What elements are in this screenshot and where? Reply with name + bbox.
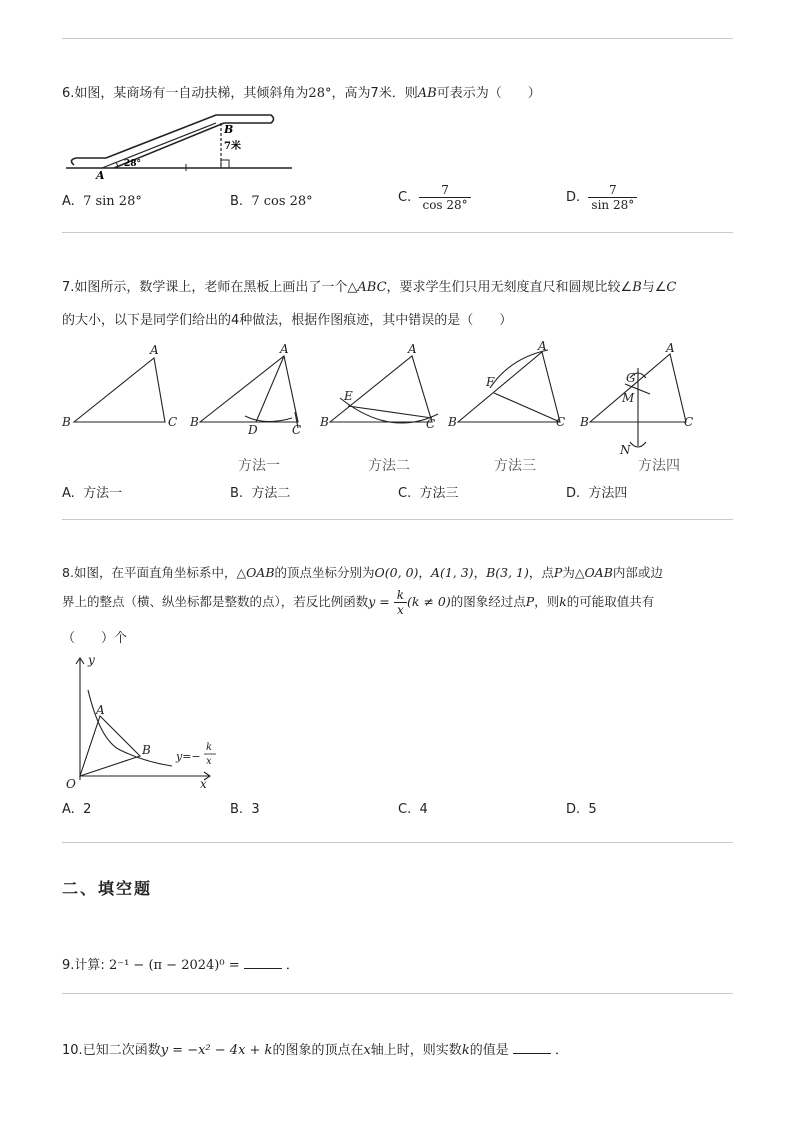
q7-f2-label-b: B [190, 415, 199, 429]
q7-f3-label-b: B [320, 415, 329, 429]
q7-figures [60, 338, 710, 464]
q8-label-o: O [66, 777, 76, 790]
q8-stem-line3: （ ）个 [62, 631, 128, 646]
q7-option-c[interactable]: C. 方法三 [398, 486, 459, 501]
q7-f3-label-a: A [408, 342, 417, 356]
q8-label-y: y [88, 653, 95, 667]
q6-option-c-fraction: $\frac{7}{\cos 28^\circ}$ [419, 183, 470, 212]
q8-stem-line1: 8.如图，在平面直角坐标系中，△OAB的顶点坐标分别为O(0, 0)，A(1, 3)，B(3, 1)，点P为△OAB内部或边 [62, 565, 663, 580]
q7-f4-label-f: F [486, 375, 495, 389]
q7-option-d[interactable]: D. 方法四 [566, 486, 628, 501]
q8-curve-num: k [206, 742, 213, 753]
q6-option-a[interactable]: A. 7 sin 28° [62, 194, 142, 209]
q8-option-c[interactable]: C. 4 [398, 802, 428, 817]
q7-f3-label-e: E [344, 389, 353, 403]
q6-stem: 6.如图，某商场有一自动扶梯，其倾斜角为28°，高为7米．则AB可表示为（ ） [62, 86, 541, 101]
q10-answer-blank[interactable] [513, 1041, 551, 1054]
q10-stem: 10.已知二次函数y = −x² − 4x + k的图象的顶点在x轴上时，则实数k的值是 ． [62, 1043, 569, 1058]
q6-option-c[interactable]: C. $\frac{7}{\cos 28^\circ}$ [398, 183, 471, 212]
q8-curve-label: y=− [176, 750, 201, 763]
q8-label-x: x [200, 777, 207, 790]
q7-f1-label-b: B [62, 415, 71, 429]
q8-curve-den: x [206, 756, 212, 767]
q7-f5-label-c: C [684, 415, 694, 429]
q7-option-a[interactable]: A. 方法一 [62, 486, 123, 501]
q7-f4-label-c: C [556, 415, 566, 429]
q7-f5-label-g: G [626, 371, 636, 385]
q7-option-b[interactable]: B. 方法二 [230, 486, 291, 501]
divider-top [62, 38, 733, 39]
q6-escalator-figure [66, 105, 296, 180]
q7-f1-label-a: A [150, 343, 159, 357]
q8-coordinate-figure [60, 650, 220, 790]
q7-f2-label-d: D [248, 423, 258, 437]
q7-f5-label-b: B [580, 415, 589, 429]
q7-f2-label-c: C [292, 423, 302, 437]
q6-option-d[interactable]: D. $\frac{7}{\sin 28^\circ}$ [566, 183, 637, 212]
q8-label-a: A [96, 703, 105, 717]
q7-f4-label-a: A [538, 339, 547, 353]
q8-option-a[interactable]: A. 2 [62, 802, 92, 817]
q8-func-fraction: $\frac{k}{x}$ [394, 588, 407, 617]
divider-q8 [62, 842, 733, 843]
divider-q6 [62, 232, 733, 233]
q7-caption-2: 方法二 [368, 458, 410, 474]
section-title: 二、填空题 [62, 879, 153, 898]
q7-stem-line2: 的大小，以下是同学们给出的4种做法，根据作图痕迹，其中错误的是（ ） [62, 313, 513, 328]
q7-f4-label-b: B [448, 415, 457, 429]
q9-answer-blank[interactable] [244, 956, 282, 969]
q7-f1-label-c: C [168, 415, 178, 429]
q8-option-d[interactable]: D. 5 [566, 802, 597, 817]
q7-f5-label-m: M [622, 391, 635, 405]
q6-label-angle: 28° [124, 159, 142, 169]
q7-f5-label-n: N [620, 443, 631, 457]
q8-option-b[interactable]: B. 3 [230, 802, 260, 817]
q8-stem-line2: 界上的整点（横、纵坐标都是整数的点），若反比例函数y = $\frac{k}{x}$ (k ≠ 0)的图象经过点P，则k的可能取值共有 [62, 588, 655, 617]
q7-caption-4: 方法四 [638, 458, 680, 474]
q6-label-b: B [224, 123, 234, 136]
q7-f2-label-a: A [280, 342, 289, 356]
q9-stem: 9.计算: 2⁻¹ − (π − 2024)⁰ = ． [62, 958, 299, 973]
divider-q9 [62, 993, 733, 994]
q6-option-d-fraction: $\frac{7}{\sin 28^\circ}$ [588, 183, 637, 212]
q7-f3-label-c: C [426, 417, 436, 431]
q7-f5-label-a: A [666, 341, 675, 355]
q6-label-height: 7米 [224, 141, 241, 152]
q6-option-b[interactable]: B. 7 cos 28° [230, 194, 313, 209]
q7-caption-1: 方法一 [238, 458, 280, 474]
q8-label-b: B [142, 743, 151, 757]
q7-stem-line1: 7.如图所示，数学课上，老师在黑板上画出了一个△ABC，要求学生们只用无刻度直尺和圆规比较∠B与∠C [62, 280, 677, 295]
q7-caption-3: 方法三 [494, 458, 536, 474]
divider-q7 [62, 519, 733, 520]
q6-label-a: A [96, 169, 105, 180]
